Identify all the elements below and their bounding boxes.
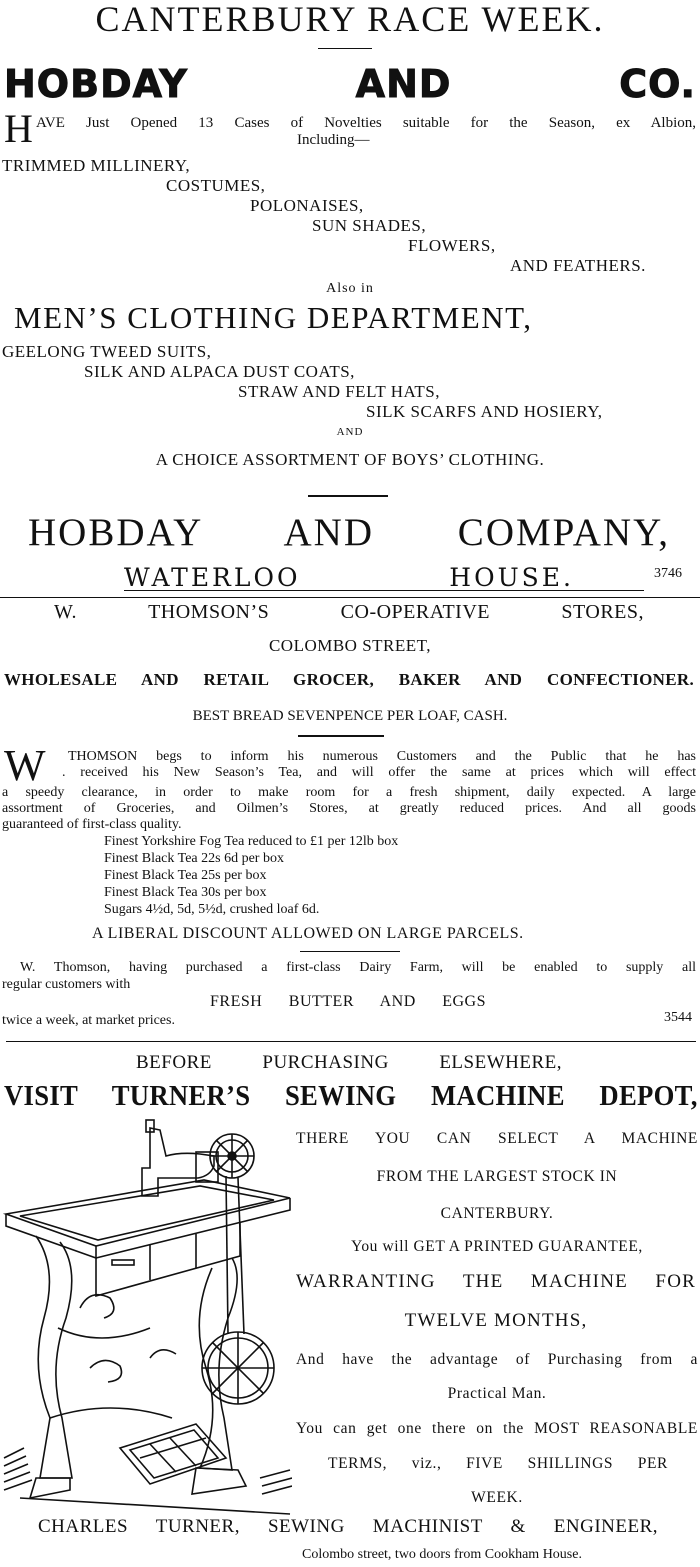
thomson-paragraph-line: . received his New Season’s Tea, and will offer the same at prices which will effect bbox=[62, 765, 696, 780]
section-separator bbox=[6, 1041, 696, 1042]
price-item: Finest Yorkshire Fog Tea reduced to £1 per 12lb box bbox=[104, 834, 399, 849]
turner-line: WARRANTING THE MACHINE FOR bbox=[296, 1271, 696, 1292]
thomson-trade: WHOLESALE AND RETAIL GROCER, BAKER AND CONFECTIONER. bbox=[4, 670, 694, 689]
also-in-label: Also in bbox=[326, 281, 374, 296]
turner-line: TERMS, viz., FIVE SHILLINGS PER bbox=[328, 1455, 668, 1472]
mens-item: SILK AND ALPACA DUST COATS, bbox=[84, 362, 355, 381]
and-label: AND bbox=[336, 426, 364, 438]
price-item: Finest Black Tea 25s per box bbox=[104, 868, 267, 883]
turner-depot-heading: VISIT TURNER’S SEWING MACHINE DEPOT, bbox=[4, 1080, 698, 1112]
price-item: Finest Black Tea 22s 6d per box bbox=[104, 851, 284, 866]
millinery-item: TRIMMED MILLINERY, bbox=[2, 156, 191, 175]
dairy-line: W. Thomson, having purchased a first-class Dairy Farm, will be enabled to supply all bbox=[20, 960, 696, 975]
turner-signature: CHARLES TURNER, SEWING MACHINIST & ENGINEER, bbox=[38, 1516, 658, 1537]
millinery-item: POLONAISES, bbox=[250, 196, 364, 215]
millinery-item: FLOWERS, bbox=[408, 236, 496, 255]
price-item: Sugars 4½d, 5d, 5½d, crushed loaf 6d. bbox=[104, 902, 320, 917]
turner-line: THERE YOU CAN SELECT A MACHINE bbox=[296, 1130, 698, 1147]
thomson-title: W. THOMSON’S CO-OPERATIVE STORES, bbox=[54, 601, 644, 623]
divider bbox=[300, 951, 400, 952]
mens-clothing-heading: MEN’S CLOTHING DEPARTMENT, bbox=[14, 300, 533, 335]
mens-item: SILK SCARFS AND HOSIERY, bbox=[366, 402, 603, 421]
discount-line: A LIBERAL DISCOUNT ALLOWED ON LARGE PARCELS. bbox=[92, 925, 524, 942]
millinery-item: AND FEATHERS. bbox=[510, 256, 646, 275]
sewing-machine-illustration bbox=[0, 1118, 292, 1526]
millinery-item: SUN SHADES, bbox=[312, 216, 427, 235]
drop-cap: W bbox=[4, 741, 46, 790]
waterloo-house: WATERLOO HOUSE. bbox=[124, 563, 574, 592]
hobday-company-heading: HOBDAY AND COMPANY, bbox=[28, 511, 670, 554]
butter-eggs: FRESH BUTTER AND EGGS bbox=[210, 993, 486, 1010]
turner-line: CANTERBURY. bbox=[440, 1205, 554, 1222]
mens-item: GEELONG TWEED SUITS, bbox=[2, 342, 212, 361]
boys-clothing-line: A CHOICE ASSORTMENT OF BOYS’ CLOTHING. bbox=[155, 450, 545, 469]
thomson-paragraph-line: guaranteed of first-class quality. bbox=[2, 817, 182, 832]
intro-line: AVE Just Opened 13 Cases of Novelties suitable for the Season, ex Albion, bbox=[36, 115, 696, 131]
turner-line: And have the advantage of Purchasing from a bbox=[296, 1351, 698, 1368]
section-separator bbox=[0, 597, 700, 598]
millinery-item: COSTUMES, bbox=[166, 176, 266, 195]
divider bbox=[298, 735, 384, 737]
thomson-paragraph-line: a speedy clearance, in order to make room for a fresh shipment, daily expected. A large bbox=[2, 785, 696, 800]
ad-number: 3544 bbox=[664, 1010, 692, 1025]
thomson-paragraph-line: THOMSON begs to inform his numerous Customers and the Public that he has bbox=[68, 749, 696, 764]
turner-line: WEEK. bbox=[471, 1489, 523, 1506]
mens-item: STRAW AND FELT HATS, bbox=[238, 382, 440, 401]
dairy-line: regular customers with bbox=[2, 977, 131, 992]
turner-line: You will GET A PRINTED GUARANTEE, bbox=[351, 1238, 643, 1255]
turner-line: FROM THE LARGEST STOCK IN bbox=[376, 1168, 618, 1185]
thomson-paragraph-line: assortment of Groceries, and Oilmen’s Stores, at greatly reduced prices. And all goods bbox=[2, 801, 696, 816]
drop-cap: H bbox=[4, 106, 33, 151]
hobday-banner: HOBDAY AND CO. bbox=[4, 62, 696, 106]
race-week-heading: CANTERBURY RACE WEEK. bbox=[95, 0, 605, 39]
bread-price: BEST BREAD SEVENPENCE PER LOAF, CASH. bbox=[192, 708, 508, 724]
underline bbox=[124, 590, 644, 591]
divider bbox=[308, 495, 388, 497]
turner-line: Practical Man. bbox=[447, 1385, 547, 1402]
before-purchasing: BEFORE PURCHASING ELSEWHERE, bbox=[136, 1052, 562, 1073]
turner-address: Colombo street, two doors from Cookham House. bbox=[302, 1547, 582, 1562]
price-item: Finest Black Tea 30s per box bbox=[104, 885, 267, 900]
ad-number: 3746 bbox=[654, 566, 682, 581]
turner-line: TWELVE MONTHS, bbox=[404, 1310, 588, 1331]
divider bbox=[318, 48, 372, 49]
market-prices-line: twice a week, at market prices. bbox=[2, 1013, 175, 1028]
turner-line: You can get one there on the MOST REASONABLE bbox=[296, 1420, 698, 1437]
intro-including: Including— bbox=[297, 132, 370, 148]
thomson-street: COLOMBO STREET, bbox=[268, 636, 432, 655]
